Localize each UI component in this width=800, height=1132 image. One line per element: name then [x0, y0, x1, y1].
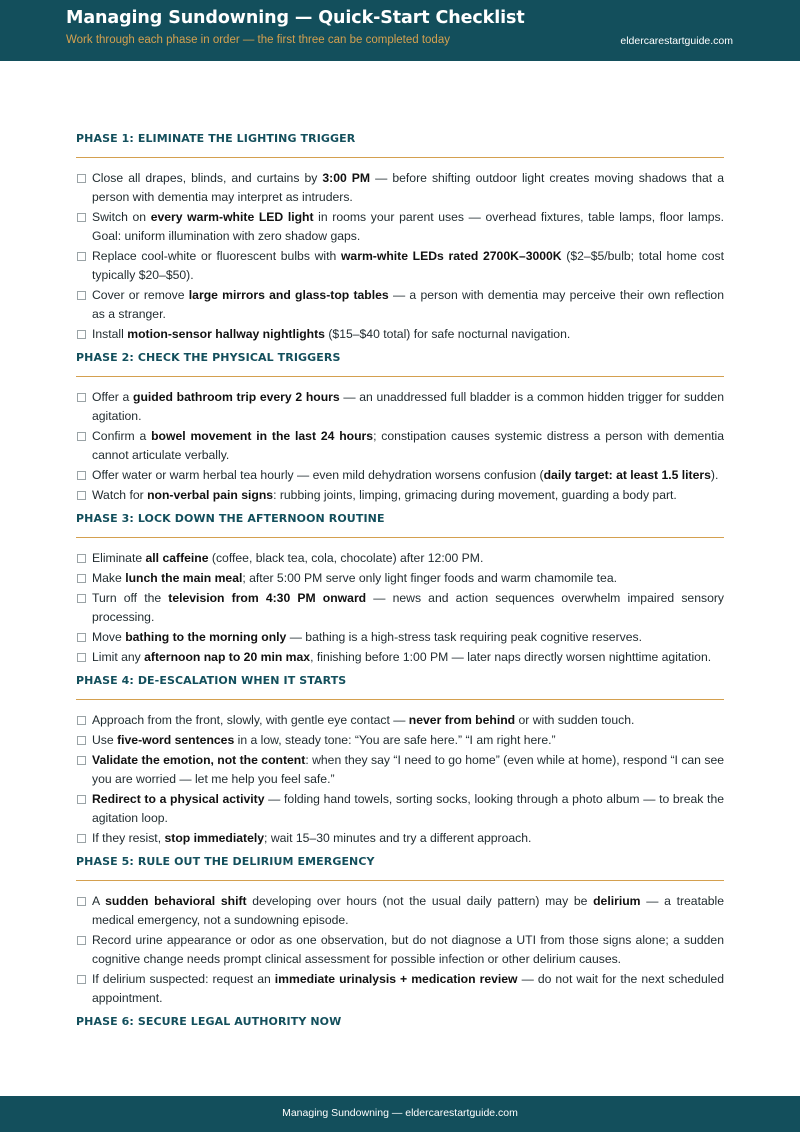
item-text: or with sudden touch.	[515, 713, 635, 727]
checklist-item	[76, 466, 724, 485]
item-text: Use	[92, 733, 118, 747]
checklist-item	[76, 325, 724, 344]
phase-title: PHASE 4: DE-ESCALATION WHEN IT STARTS	[76, 674, 347, 687]
item-text: — before shifting outdoor light creates moving shadows that a person with dementia may interpret as intruders.	[92, 171, 724, 204]
checklist-item	[76, 169, 724, 207]
item-emphasis: immediate urinalysis + medication review	[274, 972, 518, 986]
item-text: — bathing is a high-stress task requiring peak cognitive reserves.	[286, 630, 642, 644]
checklist-item	[76, 549, 724, 568]
page-title: Managing Sundowning — Quick-Start Checklist	[66, 8, 525, 28]
checkbox[interactable]	[77, 471, 86, 480]
item-emphasis: sudden behavioral shift	[105, 894, 247, 908]
item-emphasis: Redirect to a physical activity	[92, 792, 265, 806]
item-text: — an unaddressed full bladder is a common hidden trigger for sudden agitation.	[92, 390, 724, 423]
item-text: Eliminate	[92, 551, 146, 565]
checklist	[76, 388, 724, 505]
item-emphasis: non-verbal pain signs	[147, 488, 274, 502]
item-text: Approach from the front, slowly, with gentle eye contact —	[92, 713, 409, 727]
item-emphasis: lunch the main meal	[125, 571, 243, 585]
phase-section	[76, 350, 724, 505]
item-text: — folding hand towels, sorting socks, looking through a photo album — to break the agitation loop.	[92, 792, 724, 825]
item-text: Replace cool-white or fluorescent bulbs with	[92, 249, 341, 263]
item-text: — a person with dementia may perceive their own reflection as a stranger.	[92, 288, 724, 321]
phase-section	[76, 854, 724, 1008]
phase-divider	[76, 537, 724, 538]
item-text: ; wait 15–30 minutes and try a different approach.	[264, 831, 532, 845]
checkbox[interactable]	[77, 574, 86, 583]
phase-section	[76, 131, 724, 344]
item-emphasis: motion-sensor hallway nightlights	[127, 327, 325, 341]
checkbox[interactable]	[77, 736, 86, 745]
checklist-item	[76, 247, 724, 285]
item-emphasis: delirium	[593, 894, 641, 908]
item-emphasis: afternoon nap to 20 min max	[144, 650, 311, 664]
checklist-item	[76, 388, 724, 426]
checkbox[interactable]	[77, 975, 86, 984]
phase-title: PHASE 1: ELIMINATE THE LIGHTING TRIGGER	[76, 132, 356, 145]
item-emphasis: television from 4:30 PM onward	[168, 591, 367, 605]
item-text: Cover or remove	[92, 288, 189, 302]
item-text: ; constipation causes systemic distress a person with dementia cannot articulate verbally.	[92, 429, 724, 462]
checklist	[76, 711, 724, 848]
checkbox[interactable]	[77, 756, 86, 765]
checkbox[interactable]	[77, 291, 86, 300]
checkbox[interactable]	[77, 213, 86, 222]
item-emphasis: all caffeine	[145, 551, 209, 565]
phase-title: PHASE 5: RULE OUT THE DELIRIUM EMERGENCY	[76, 855, 375, 868]
checkbox[interactable]	[77, 174, 86, 183]
phase-divider	[76, 699, 724, 700]
checklist-item	[76, 892, 724, 930]
item-text: — news and action sequences overwhelm impaired sensory processing.	[92, 591, 724, 624]
checklist-item	[76, 931, 724, 969]
checkbox[interactable]	[77, 633, 86, 642]
checklist-item	[76, 569, 724, 588]
phase-title: PHASE 2: CHECK THE PHYSICAL TRIGGERS	[76, 351, 341, 364]
footer-text: Managing Sundowning — eldercarestartguide.com	[282, 1107, 518, 1119]
item-text: ($2–$5/bulb; total home cost typically $20–$50).	[92, 249, 724, 282]
item-text: If delirium suspected: request an	[92, 972, 275, 986]
item-text: ; after 5:00 PM serve only light finger foods and warm chamomile tea.	[242, 571, 617, 585]
checkbox[interactable]	[77, 432, 86, 441]
checklist-content	[76, 131, 724, 1040]
page-header	[0, 0, 800, 61]
checklist-item	[76, 427, 724, 465]
item-text: in rooms your parent uses — overhead fixtures, table lamps, floor lamps. Goal: uniform illumination with zero shadow gaps.	[92, 210, 724, 243]
item-emphasis: daily target: at least 1.5 liters	[543, 468, 711, 482]
checklist	[76, 549, 724, 667]
checkbox[interactable]	[77, 594, 86, 603]
checkbox[interactable]	[77, 716, 86, 725]
item-text: developing over hours (not the usual daily pattern) may be	[246, 894, 594, 908]
phase-section	[76, 673, 724, 848]
checklist-item	[76, 208, 724, 246]
phase-divider	[76, 880, 724, 881]
checklist-item	[76, 829, 724, 848]
checklist-item	[76, 486, 724, 505]
checkbox[interactable]	[77, 936, 86, 945]
item-text: — a treatable medical emergency, not a sundowning episode.	[92, 894, 724, 927]
item-text: : rubbing joints, limping, grimacing during movement, guarding a body part.	[273, 488, 677, 502]
item-emphasis: warm-white LEDs rated 2700K–3000K	[340, 249, 562, 263]
phase-title: PHASE 6: SECURE LEGAL AUTHORITY NOW	[76, 1015, 342, 1028]
item-emphasis: never from behind	[408, 713, 516, 727]
checklist-item	[76, 711, 724, 730]
item-emphasis: Validate the emotion, not the content	[92, 753, 306, 767]
item-text: Offer water or warm herbal tea hourly — even mild dehydration worsens confusion (	[92, 468, 544, 482]
checkbox[interactable]	[77, 252, 86, 261]
item-text: A	[92, 894, 106, 908]
checkbox[interactable]	[77, 554, 86, 563]
checklist-item	[76, 628, 724, 647]
item-text: If they resist,	[92, 831, 165, 845]
checklist	[76, 169, 724, 344]
checklist-item	[76, 648, 724, 667]
checkbox[interactable]	[77, 834, 86, 843]
item-emphasis: every warm-white LED light	[150, 210, 314, 224]
item-text: ($15–$40 total) for safe nocturnal navigation.	[324, 327, 571, 341]
item-text: Switch on	[92, 210, 151, 224]
item-emphasis: 3:00 PM	[322, 171, 371, 185]
item-text: Watch for	[92, 488, 148, 502]
checklist-item	[76, 751, 724, 789]
phase-divider	[76, 376, 724, 377]
item-text: Make	[92, 571, 126, 585]
item-text: Move	[92, 630, 126, 644]
item-text: — do not wait for the next scheduled appointment.	[92, 972, 724, 1005]
item-emphasis: bowel movement in the last 24 hours	[151, 429, 374, 443]
item-emphasis: stop immediately	[164, 831, 265, 845]
checkbox[interactable]	[77, 795, 86, 804]
page-subtitle: Work through each phase in order — the first three can be completed today	[66, 34, 450, 46]
item-text: Limit any	[92, 650, 145, 664]
item-text: Offer a	[92, 390, 134, 404]
item-emphasis: five-word sentences	[117, 733, 235, 747]
item-text: in a low, steady tone: “You are safe here.” “I am right here.”	[234, 733, 556, 747]
item-text: Close all drapes, blinds, and curtains by	[92, 171, 323, 185]
phase-divider	[76, 157, 724, 158]
item-text: ).	[710, 468, 719, 482]
item-text: Install	[92, 327, 128, 341]
checklist-item	[76, 731, 724, 750]
checklist-item	[76, 589, 724, 627]
item-text: : when they say “I need to go home” (even while at home), respond “I can see you are worried — let me help you feel safe.”	[92, 753, 725, 786]
checkbox[interactable]	[77, 393, 86, 402]
page-footer	[0, 1096, 800, 1132]
checkbox[interactable]	[77, 653, 86, 662]
checkbox[interactable]	[77, 897, 86, 906]
item-emphasis: guided bathroom trip every 2 hours	[133, 390, 340, 404]
item-text: , finishing before 1:00 PM — later naps directly worsen nighttime agitation.	[310, 650, 712, 664]
checkbox[interactable]	[77, 330, 86, 339]
item-emphasis: large mirrors and glass-top tables	[188, 288, 389, 302]
checklist-item	[76, 790, 724, 828]
checklist-item	[76, 286, 724, 324]
item-text: Turn off the	[92, 591, 169, 605]
item-emphasis: bathing to the morning only	[125, 630, 287, 644]
phase-section	[76, 1014, 724, 1034]
item-text: Confirm a	[92, 429, 152, 443]
item-text: (coffee, black tea, cola, chocolate) after 12:00 PM.	[208, 551, 484, 565]
checklist-item	[76, 970, 724, 1008]
phase-title: PHASE 3: LOCK DOWN THE AFTERNOON ROUTINE	[76, 512, 385, 525]
item-text: Record urine appearance or odor as one observation, but do not diagnose a UTI from those signs alone; a sudden cognitive change needs prompt clinical assessment for possible infection or other delirium causes.	[92, 933, 724, 966]
site-url: eldercarestartguide.com	[620, 35, 733, 47]
checklist	[76, 892, 724, 1008]
checkbox[interactable]	[77, 491, 86, 500]
phase-section	[76, 511, 724, 667]
